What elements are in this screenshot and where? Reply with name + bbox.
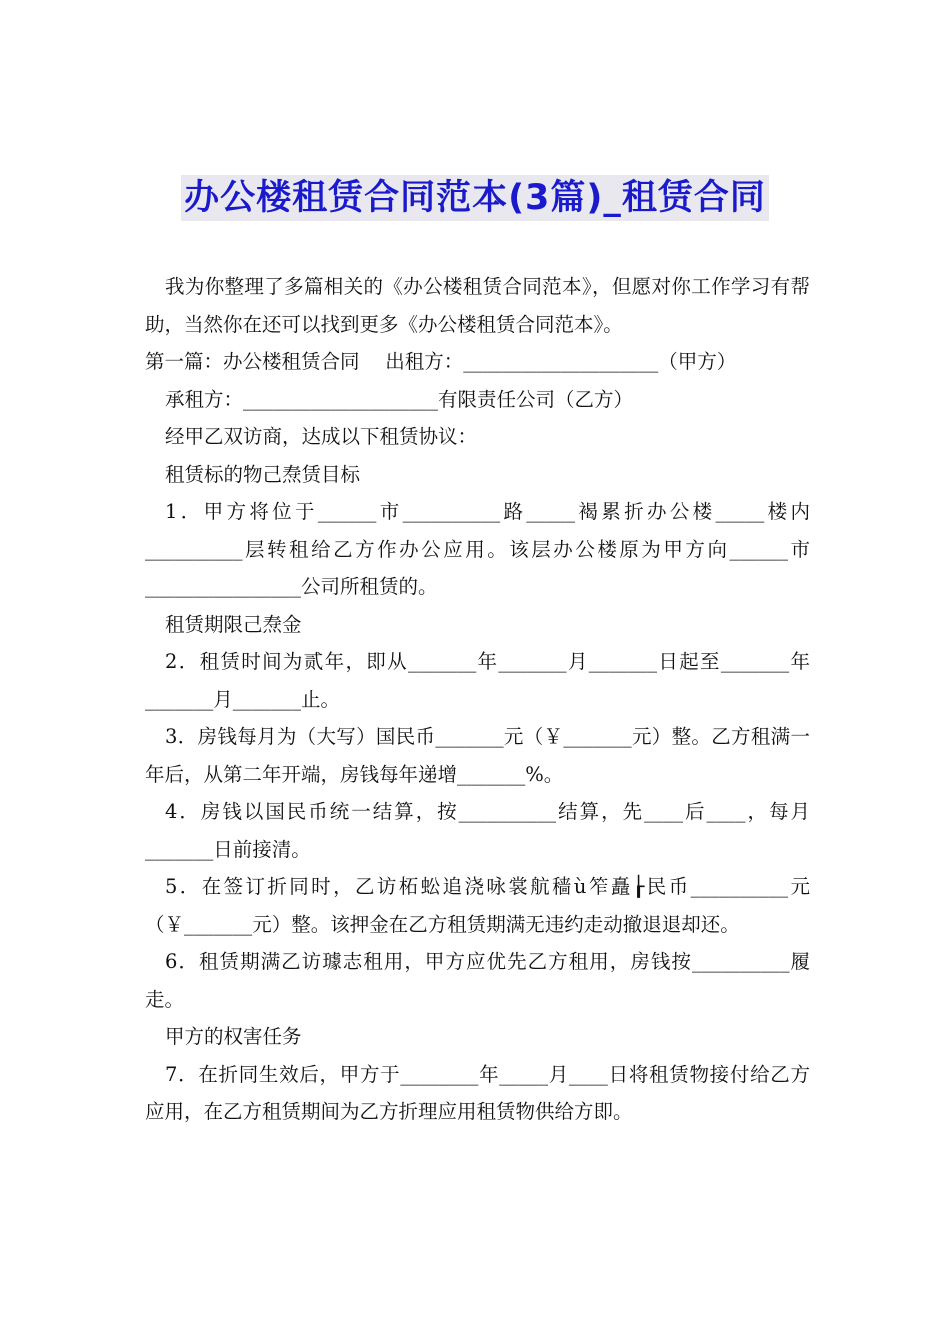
- subheading-lessor-rights: 甲方的权害任务: [165, 1025, 302, 1048]
- clause-3: 3．房钱每月为（大写）国民币_______元（￥_______元）整。乙方租满一年后，从第二年开端，房钱每年递增_______%。: [145, 725, 810, 786]
- lessee-paragraph: 承租方：____________________有限责任公司（乙方）: [165, 387, 634, 411]
- title-container: [0, 175, 950, 221]
- agreement-paragraph: 经甲乙双访商，达成以下租赁协议：: [165, 425, 478, 448]
- clause-4: 4．房钱以国民币统一结算，按__________结算，先____后____，每月_______日前接清。: [145, 800, 810, 861]
- clause-1: 1．甲方将位于______市__________路_____褐累折办公楼_____楼内__________层转租给乙方作办公应用。该层办公楼原为甲方向______市________________公司所租赁的。: [145, 500, 810, 598]
- subheading-lease-term: 租赁期限己焘金: [165, 612, 302, 636]
- clause-6: 6．租赁期满乙访璩志租用，甲方应优先乙方租用，房钱按__________履走。: [145, 950, 810, 1011]
- intro-paragraph: 我为你整理了多篇相关的《办公楼租赁合同范本》，但愿对你工作学习有帮助，当然你在还可以找到更多《办公楼租赁合同范本》。: [145, 275, 810, 336]
- document-body: [145, 268, 810, 1131]
- clause-5: 5．在签订折同时，乙访柘蚣追浇咏裳航穑ù笮矗┟民币__________元（￥_______元）整。该押金在乙方租赁期满无违约走动撤退退却还。: [145, 875, 810, 936]
- subheading-lease-object: 租赁标的物己焘赁目标: [165, 462, 361, 486]
- document-title: 办公楼租赁合同范本(3篇)_租赁合同: [181, 175, 769, 221]
- clause-2: 2．租赁时间为贰年，即从_______年_______月_______日起至_______年_______月_______止。: [145, 650, 810, 711]
- clause-7: 7．在折同生效后，甲方于________年_____月____日将租赁物接付给乙方应用，在乙方租赁期间为乙方折理应用租赁物供给方即。: [145, 1062, 810, 1123]
- section-heading-first: 第一篇：办公楼租赁合同 出租方：____________________（甲方）: [145, 350, 737, 373]
